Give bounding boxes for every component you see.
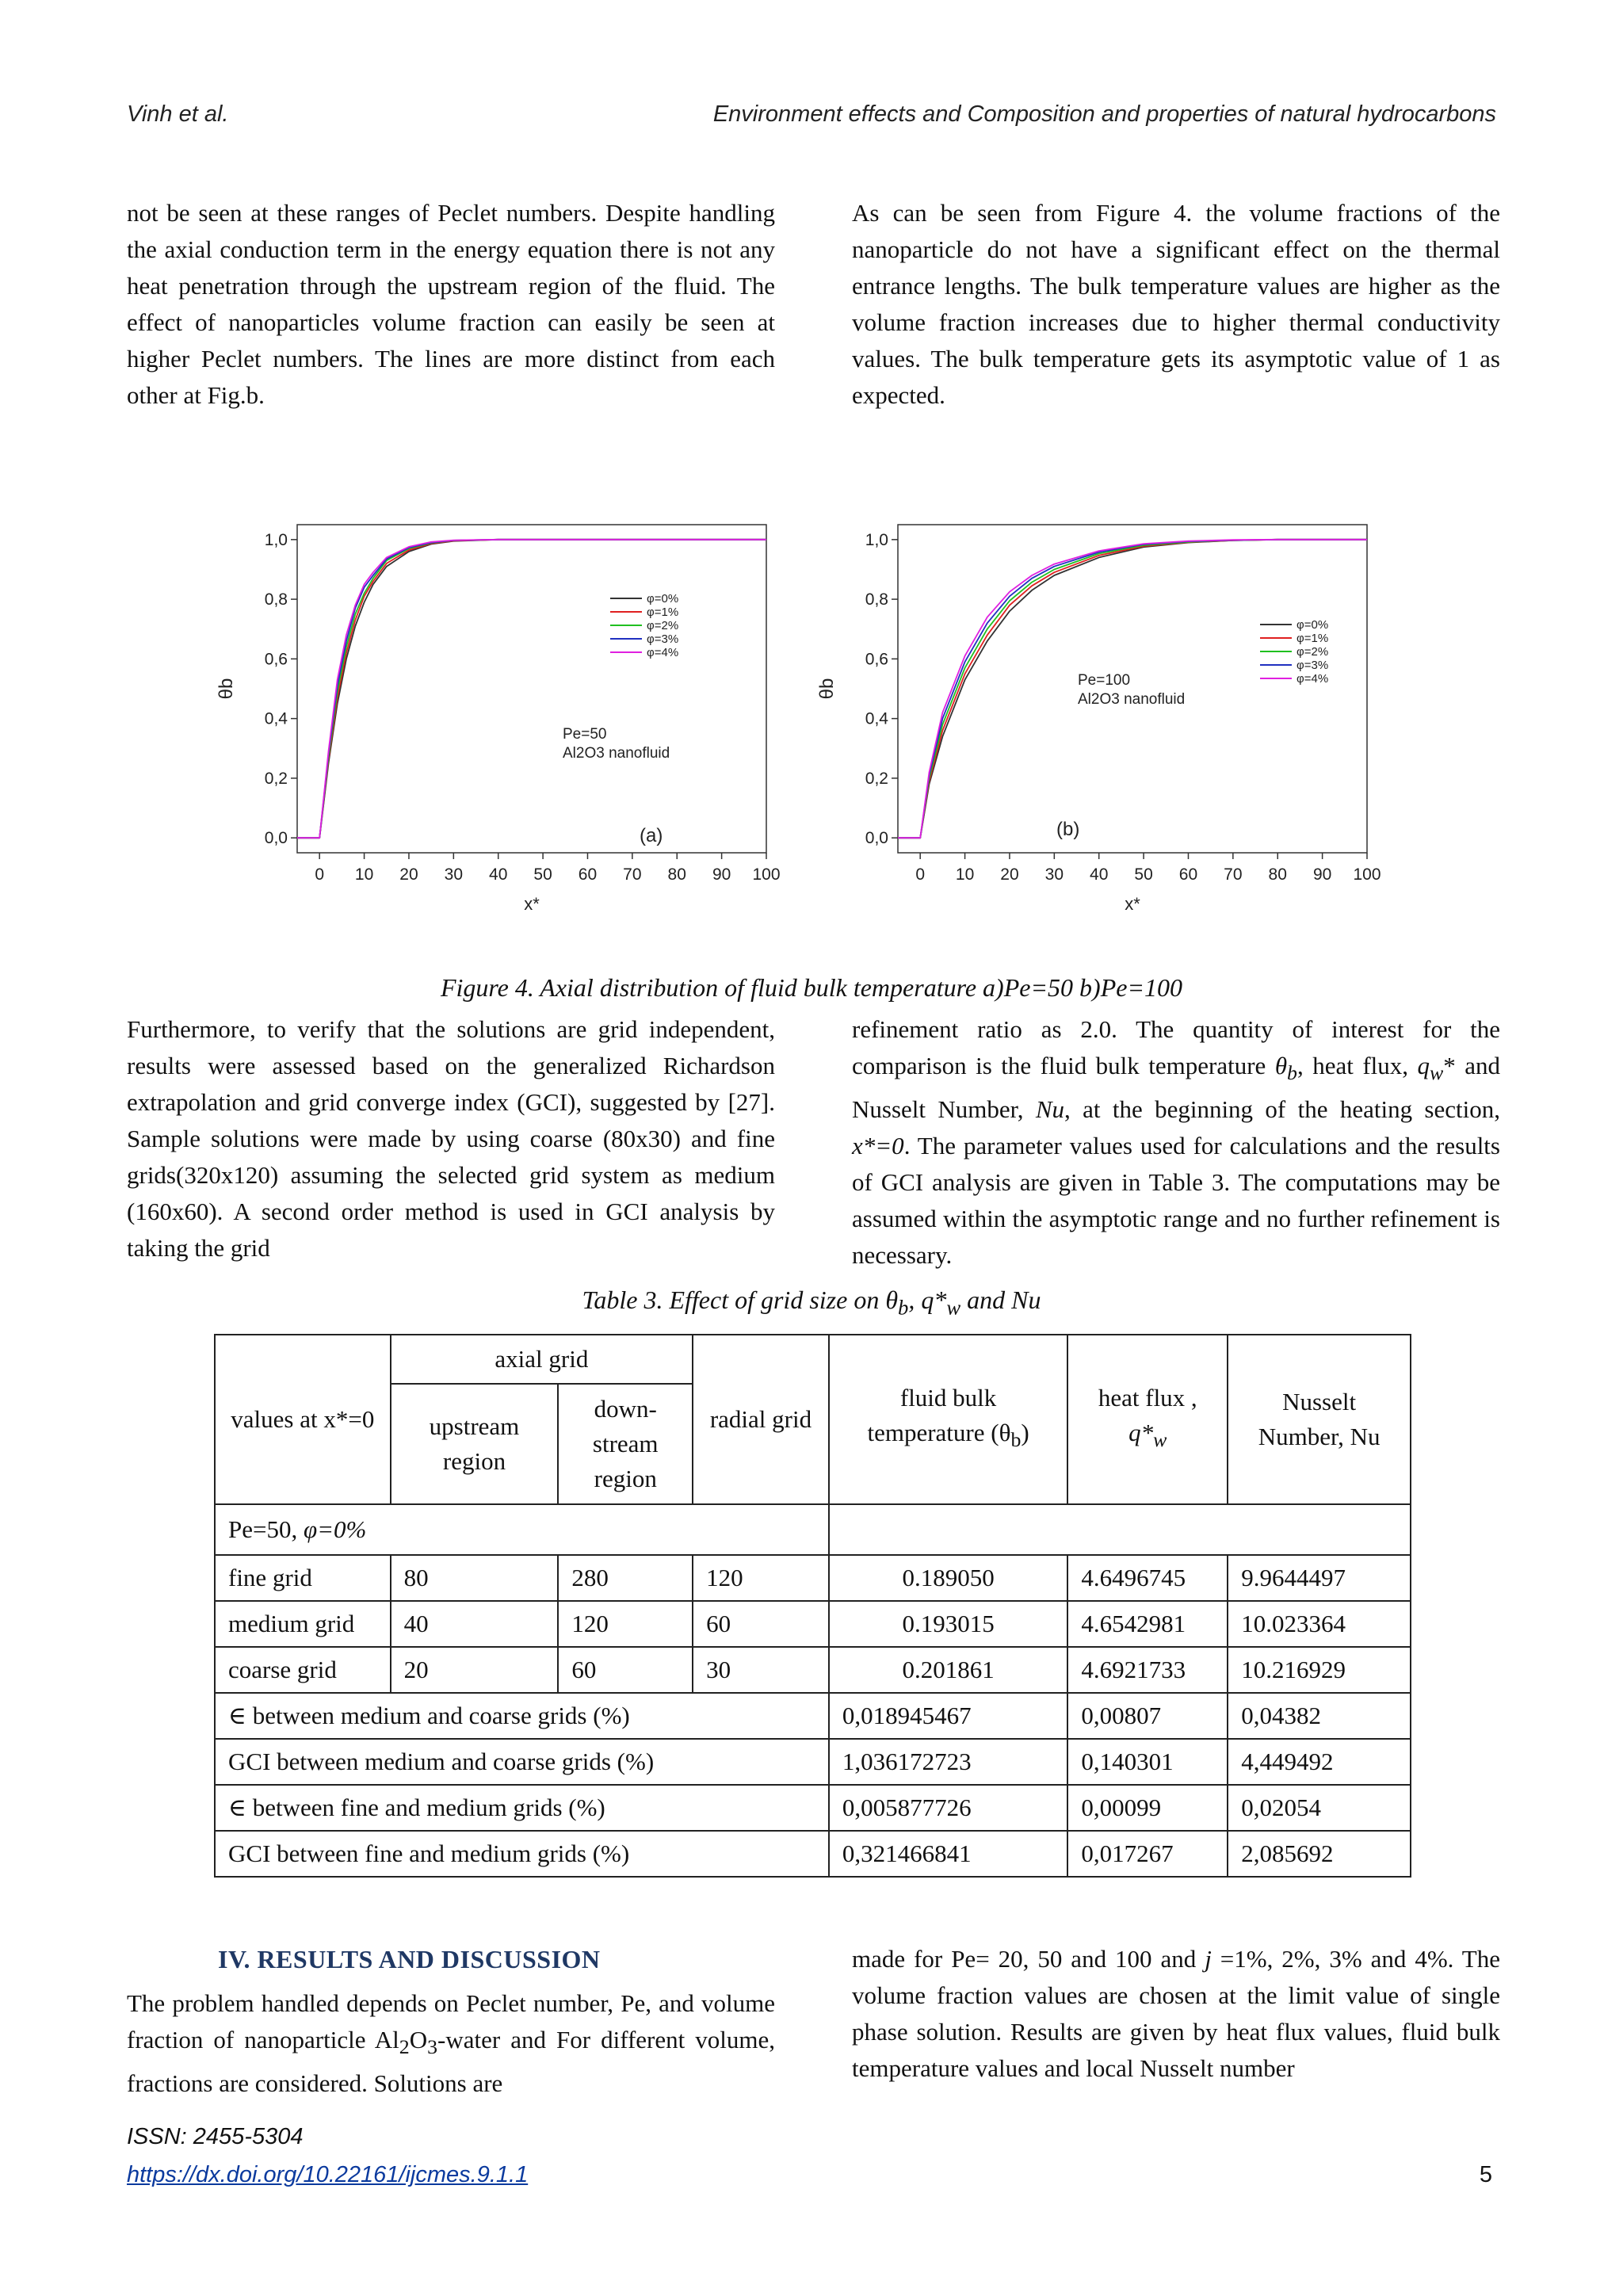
table-cell: 4,449492 (1228, 1739, 1411, 1785)
subscript: 3 (427, 2035, 438, 2059)
table-cell: 4.6542981 (1067, 1601, 1228, 1647)
caption-text: Table 3. Effect of grid size on (582, 1286, 886, 1314)
subscript-b: b (1287, 1061, 1297, 1085)
footer-doi-link[interactable]: https://dx.doi.org/10.22161/ijcmes.9.1.1 (127, 2162, 529, 2187)
table-header-row (215, 1335, 1411, 1384)
x-tick-label: 80 (667, 865, 686, 884)
series-line (297, 540, 766, 838)
text-run: . The parameter values used for calculations and the results of GCI analysis are given in Table 3. The computations may be assumed within the asymptotic range and no further refinement is necessary. (852, 1132, 1500, 1270)
y-tick-label: 0,6 (865, 650, 888, 669)
table-cell: 4.6921733 (1067, 1647, 1228, 1693)
symbol-nu: Nu (1035, 1095, 1064, 1124)
header-text: ) (1021, 1419, 1029, 1447)
header-nusselt: Nusselt Number, Nu (1228, 1335, 1411, 1504)
legend-label: φ=4% (1296, 672, 1329, 686)
x-tick-label: 70 (1224, 865, 1243, 884)
table-cell: 0,02054 (1228, 1785, 1411, 1831)
x-tick-label: 10 (354, 865, 374, 884)
section-label (215, 1504, 829, 1555)
table-cell: 10.023364 (1228, 1601, 1411, 1647)
table-cell: 120 (693, 1555, 829, 1601)
header-text: heat flux , (1098, 1384, 1197, 1412)
text-run: refinement ratio as 2.0. The quantity of interest for the comparison is the fluid bulk temperature (852, 1015, 1500, 1079)
y-tick-label: 0,6 (264, 650, 288, 669)
legend-label: φ=0% (1296, 618, 1329, 632)
table-cell: coarse grid (215, 1647, 391, 1693)
table-cell: 30 (693, 1647, 829, 1693)
table-cell: 0,00807 (1067, 1693, 1228, 1739)
legend-label: φ=4% (647, 646, 679, 659)
table-cell: 120 (558, 1601, 693, 1647)
table-caption (0, 1286, 1623, 1320)
paragraph-text: As can be seen from Figure 4. the volume fractions of the nanoparticle do not have a significant effect on the thermal entrance lengths. The bulk temperature values are higher as the volume fraction increases due to higher thermal conductivity values. The bulk temperature gets its asymptotic value of 1 as expected. (852, 199, 1500, 409)
caption-text: and Nu (960, 1286, 1041, 1314)
y-axis-label: θb (216, 678, 237, 700)
table-cell: 2,085692 (1228, 1831, 1411, 1877)
header-heat-flux (1067, 1335, 1228, 1504)
x-tick-label: 100 (1353, 865, 1381, 884)
symbol-j: j (1205, 1945, 1212, 1973)
header-axial-grid: axial grid (391, 1335, 693, 1384)
y-tick-label: 0,8 (865, 590, 888, 609)
paragraph-mid-left (127, 1011, 775, 1266)
table-cell: 0,00099 (1067, 1785, 1228, 1831)
figure-caption: Figure 4. Axial distribution of fluid bulk temperature a)Pe=50 b)Pe=100 (440, 973, 1183, 1002)
chart-panel-b (816, 525, 1381, 914)
table-cell: ∈ between fine and medium grids (%) (215, 1785, 829, 1831)
series-line (898, 540, 1367, 838)
paragraph-text: not be seen at these ranges of Peclet numbers. Despite handling the axial conduction term in the energy equation there is not any heat penetration through the upstream region of the fluid. The effect of nanoparticles volume fraction can easily be seen at higher Peclet numbers. The lines are more distinct from each other at Fig.b. (127, 199, 775, 409)
table-cell: 0.201861 (829, 1647, 1068, 1693)
subscript: 2 (399, 2035, 410, 2059)
footer-issn: ISSN: 2455-5304 (127, 2124, 304, 2149)
legend-label: φ=3% (647, 632, 679, 646)
subscript-b: b (1010, 1428, 1022, 1452)
header-radial-grid: radial grid (693, 1335, 829, 1504)
page-number: 5 (1479, 2162, 1492, 2187)
text-run: and Nusselt Number, (852, 1052, 1500, 1124)
text-run: -water and For different volume, fractions are considered. Solutions are (127, 2026, 775, 2098)
table-cell: 0,321466841 (829, 1831, 1068, 1877)
x-tick-label: 0 (315, 865, 325, 884)
header-downstream: down-stream region (558, 1384, 693, 1504)
header-text: fluid bulk temperature (θ (867, 1384, 1011, 1447)
text-run: , at the beginning of the heating section, (1064, 1095, 1500, 1124)
table-cell: 0,005877726 (829, 1785, 1068, 1831)
symbol-q: , q* (908, 1286, 947, 1314)
paragraph-text (852, 1941, 1500, 2087)
series-line (297, 540, 766, 838)
table-cell: 280 (558, 1555, 693, 1601)
running-header-title: Environment effects and Composition and properties of natural hydrocarbons (712, 101, 1496, 127)
x-axis-label: x* (524, 894, 540, 914)
table-cell: fine grid (215, 1555, 391, 1601)
series-line (297, 540, 766, 838)
paragraph-text (852, 1011, 1500, 1274)
table-cell: 0.189050 (829, 1555, 1068, 1601)
x-tick-label: 40 (1090, 865, 1109, 884)
series-line (898, 540, 1367, 838)
subscript-w: w (946, 1295, 961, 1320)
table-cell: 60 (558, 1647, 693, 1693)
table-cell: 0,018945467 (829, 1693, 1068, 1739)
subscript-w: w (1153, 1428, 1167, 1452)
text-run: The problem handled depends on Peclet number, Pe, and volume fraction of nanoparticle Al (127, 1989, 775, 2053)
panel-label: (b) (1056, 819, 1080, 840)
plot-frame (898, 525, 1367, 853)
legend-label: φ=2% (647, 619, 679, 632)
series-line (898, 540, 1367, 838)
legend-label: φ=2% (1296, 645, 1329, 659)
table-cell: 20 (391, 1647, 559, 1693)
paragraph-top-left (127, 195, 775, 414)
table-cell: ∈ between medium and coarse grids (%) (215, 1693, 829, 1739)
paragraph-text: Furthermore, to verify that the solutions are grid independent, results were assessed based on the generalized Richardson extrapolation and grid converge index (GCI), suggested by [27]. Sample solutions were made by using coarse (80x30) and fine grids(320x120) assuming the selected grid system as medium (160x60). A second order method is used in GCI analysis by taking the grid (127, 1015, 775, 1262)
chart-annotation: Pe=100 (1078, 672, 1131, 689)
series-line (898, 540, 1367, 838)
x-tick-label: 60 (578, 865, 598, 884)
x-tick-label: 30 (1044, 865, 1064, 884)
x-tick-label: 50 (533, 865, 552, 884)
section-heading: IV. RESULTS AND DISCUSSION (218, 1945, 601, 1973)
chart-annotation: Al2O3 nanofluid (563, 745, 670, 762)
legend-label: φ=1% (1296, 632, 1329, 645)
running-header-authors: Vinh et al. (127, 101, 229, 127)
symbol-x-star: x*=0 (852, 1132, 904, 1160)
y-tick-label: 0,8 (264, 590, 288, 609)
table-cell: 80 (391, 1555, 559, 1601)
paragraph-text (127, 1985, 775, 2102)
symbol-q: q* (1128, 1419, 1154, 1447)
chart-annotation: Pe=50 (563, 726, 607, 743)
legend-label: φ=3% (1296, 659, 1329, 672)
y-axis-label: θb (816, 678, 838, 700)
chart-annotation: Al2O3 nanofluid (1078, 691, 1186, 708)
table-cell: GCI between fine and medium grids (%) (215, 1831, 829, 1877)
legend-label: φ=0% (647, 592, 679, 606)
table-row (215, 1601, 1411, 1647)
table-summary-row (215, 1785, 1411, 1831)
table-cell: 9.9644497 (1228, 1555, 1411, 1601)
x-tick-label: 40 (489, 865, 508, 884)
table-cell: medium grid (215, 1601, 391, 1647)
header-upstream: upstream region (391, 1384, 559, 1504)
y-tick-label: 0,4 (865, 709, 888, 728)
symbol-theta: θ (885, 1286, 899, 1314)
text-run: made for Pe= 20, 50 and 100 and (852, 1945, 1205, 1973)
section-phi: φ=0% (303, 1515, 367, 1543)
x-tick-label: 70 (623, 865, 642, 884)
table-cell: GCI between medium and coarse grids (%) (215, 1739, 829, 1785)
paragraph-top-right (852, 195, 1500, 414)
series-line (297, 540, 766, 838)
table-cell: 1,036172723 (829, 1739, 1068, 1785)
x-tick-label: 50 (1134, 865, 1153, 884)
y-tick-label: 0,2 (865, 769, 888, 788)
paragraph-bottom-left (127, 1985, 775, 2102)
table-summary-row (215, 1739, 1411, 1785)
y-tick-label: 1,0 (264, 530, 288, 549)
table-cell: 0,140301 (1067, 1739, 1228, 1785)
y-tick-label: 1,0 (865, 530, 888, 549)
table-cell: 0,04382 (1228, 1693, 1411, 1739)
text-run: , heat flux, (1296, 1052, 1418, 1079)
header-fluid-bulk (829, 1335, 1068, 1504)
x-tick-label: 90 (1312, 865, 1332, 884)
x-tick-label: 80 (1268, 865, 1287, 884)
x-tick-label: 90 (712, 865, 731, 884)
symbol-q: q (1417, 1052, 1430, 1079)
table-section-row (215, 1504, 1411, 1555)
table-summary-row (215, 1831, 1411, 1877)
series-line (898, 540, 1367, 838)
series-line (297, 540, 766, 838)
table-row (215, 1555, 1411, 1601)
y-tick-label: 0,2 (264, 769, 288, 788)
subscript-w: w (1430, 1061, 1444, 1085)
y-tick-label: 0,4 (264, 709, 288, 728)
section-empty (829, 1504, 1411, 1555)
x-axis-label: x* (1125, 894, 1140, 914)
x-tick-label: 10 (955, 865, 975, 884)
plot-frame (297, 525, 766, 853)
table-cell: 4.6496745 (1067, 1555, 1228, 1601)
symbol-theta: θ (1274, 1052, 1288, 1079)
table-cell: 40 (391, 1601, 559, 1647)
paragraph-bottom-right (852, 1941, 1500, 2087)
x-tick-label: 60 (1178, 865, 1198, 884)
section-pe: Pe=50, (228, 1515, 304, 1543)
symbol-star: * (1443, 1052, 1456, 1079)
table-summary-row (215, 1693, 1411, 1739)
y-tick-label: 0,0 (264, 829, 288, 848)
text-run: O (409, 2026, 428, 2053)
figure-4 (170, 469, 1462, 961)
y-tick-label: 0,0 (865, 829, 888, 848)
x-tick-label: 20 (399, 865, 418, 884)
x-tick-label: 100 (752, 865, 781, 884)
paragraph-mid-right (852, 1011, 1500, 1274)
header-values-at: values at x*=0 (215, 1335, 391, 1504)
table-cell: 0.193015 (829, 1601, 1068, 1647)
table-row (215, 1647, 1411, 1693)
x-tick-label: 20 (1000, 865, 1019, 884)
text-run: =1%, 2%, 3% and 4%. The volume fraction values are chosen at the limit value of single phase solution. Results are given by heat flux values, fluid bulk temperature values and local Nusselt number (852, 1945, 1501, 2082)
panel-label: (a) (640, 825, 663, 846)
table-cell: 0,017267 (1067, 1831, 1228, 1877)
x-tick-label: 30 (444, 865, 464, 884)
gci-table (214, 1334, 1411, 1878)
table-cell: 60 (693, 1601, 829, 1647)
x-tick-label: 0 (915, 865, 926, 884)
table-cell: 10.216929 (1228, 1647, 1411, 1693)
subscript-b: b (898, 1295, 909, 1320)
chart-panel-a (216, 525, 781, 914)
legend-label: φ=1% (647, 606, 679, 619)
